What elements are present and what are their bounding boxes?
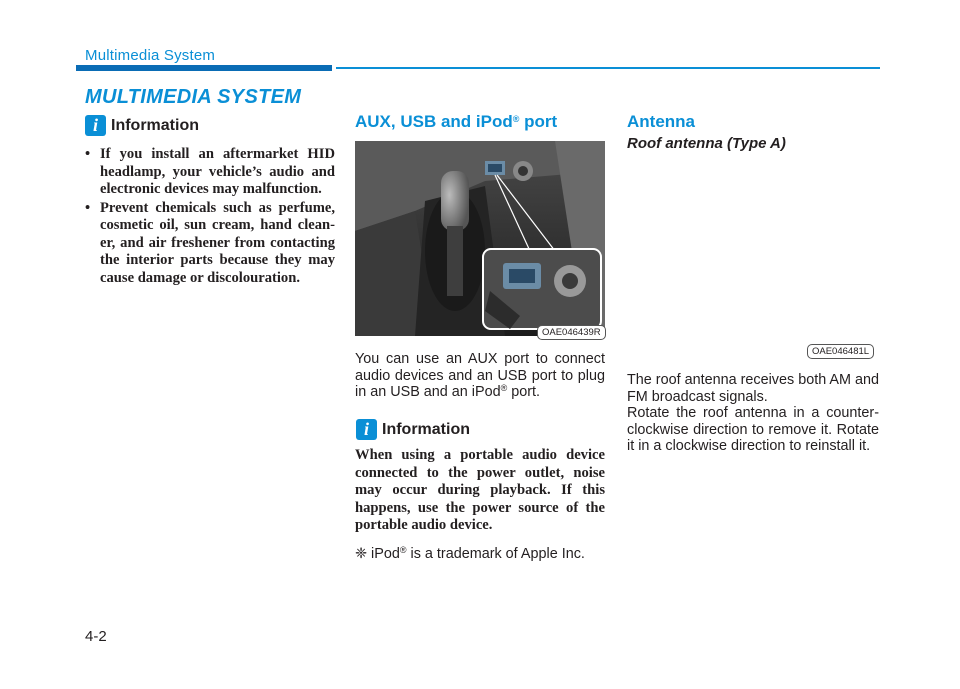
image-code-aux: OAE046439R <box>537 325 606 340</box>
bullet-text: If you install an aftermarket HID headlamp, your vehicle’s audio and electronic devices may malfunction. <box>100 146 335 197</box>
body-text: You can use an AUX port to connect audio devices and an USB port to plug in an USB and an iPod <box>355 351 605 400</box>
info-title: Information <box>382 421 470 438</box>
info-icon: i <box>85 115 106 136</box>
running-header: Multimedia System <box>85 47 216 64</box>
antenna-figure <box>627 160 879 342</box>
header-rule-light <box>336 67 880 69</box>
registered-mark: ® <box>512 114 520 124</box>
info-icon: i <box>356 419 377 440</box>
note-text: iPod <box>367 546 400 562</box>
list-item <box>85 146 335 199</box>
aux-usb-photo <box>355 141 605 336</box>
bullet-text: Prevent chemicals such as perfume, cosmetic oil, sun cream, hand clean-er, and air freshener from contacting the interior parts because they may cause damage or discolouration. <box>100 199 335 286</box>
info-body: When using a portable audio device connected to the power outlet, noise may occur during playback. If this happens, use the power source of the portable audio device. <box>355 447 605 533</box>
body-text-end: port. <box>507 384 541 400</box>
registered-mark: ® <box>399 545 407 555</box>
note-text-end: is a trademark of Apple Inc. <box>406 546 585 562</box>
antenna-heading: Antenna <box>627 112 695 131</box>
heading-main: AUX, USB and iPod <box>355 112 513 131</box>
antenna-body: The roof antenna receives both AM and FM broadcast signals. Rotate the roof antenna in a counter-clockwise direction to remove it. Rotate it in a clockwise direction to reinstall it. <box>627 372 879 454</box>
antenna-subheading: Roof antenna (Type A) <box>627 135 786 152</box>
bullet-dot: • <box>85 199 91 216</box>
heading-end: port <box>519 112 558 131</box>
console-illustration <box>355 141 605 336</box>
aux-usb-heading <box>355 112 557 132</box>
header-rule-dark <box>76 65 332 71</box>
page-number: 4-2 <box>85 628 107 645</box>
page-title: MULTIMEDIA SYSTEM <box>85 86 302 108</box>
list-item <box>85 200 335 288</box>
info-title: Information <box>111 117 199 134</box>
info-bullet-list <box>85 146 335 288</box>
aux-usb-body <box>355 351 605 401</box>
note-symbol: ❈ <box>355 546 368 562</box>
image-code-antenna: OAE046481L <box>807 344 874 359</box>
bullet-dot: • <box>85 146 91 162</box>
trademark-note <box>355 546 605 563</box>
registered-mark: ® <box>500 383 508 393</box>
